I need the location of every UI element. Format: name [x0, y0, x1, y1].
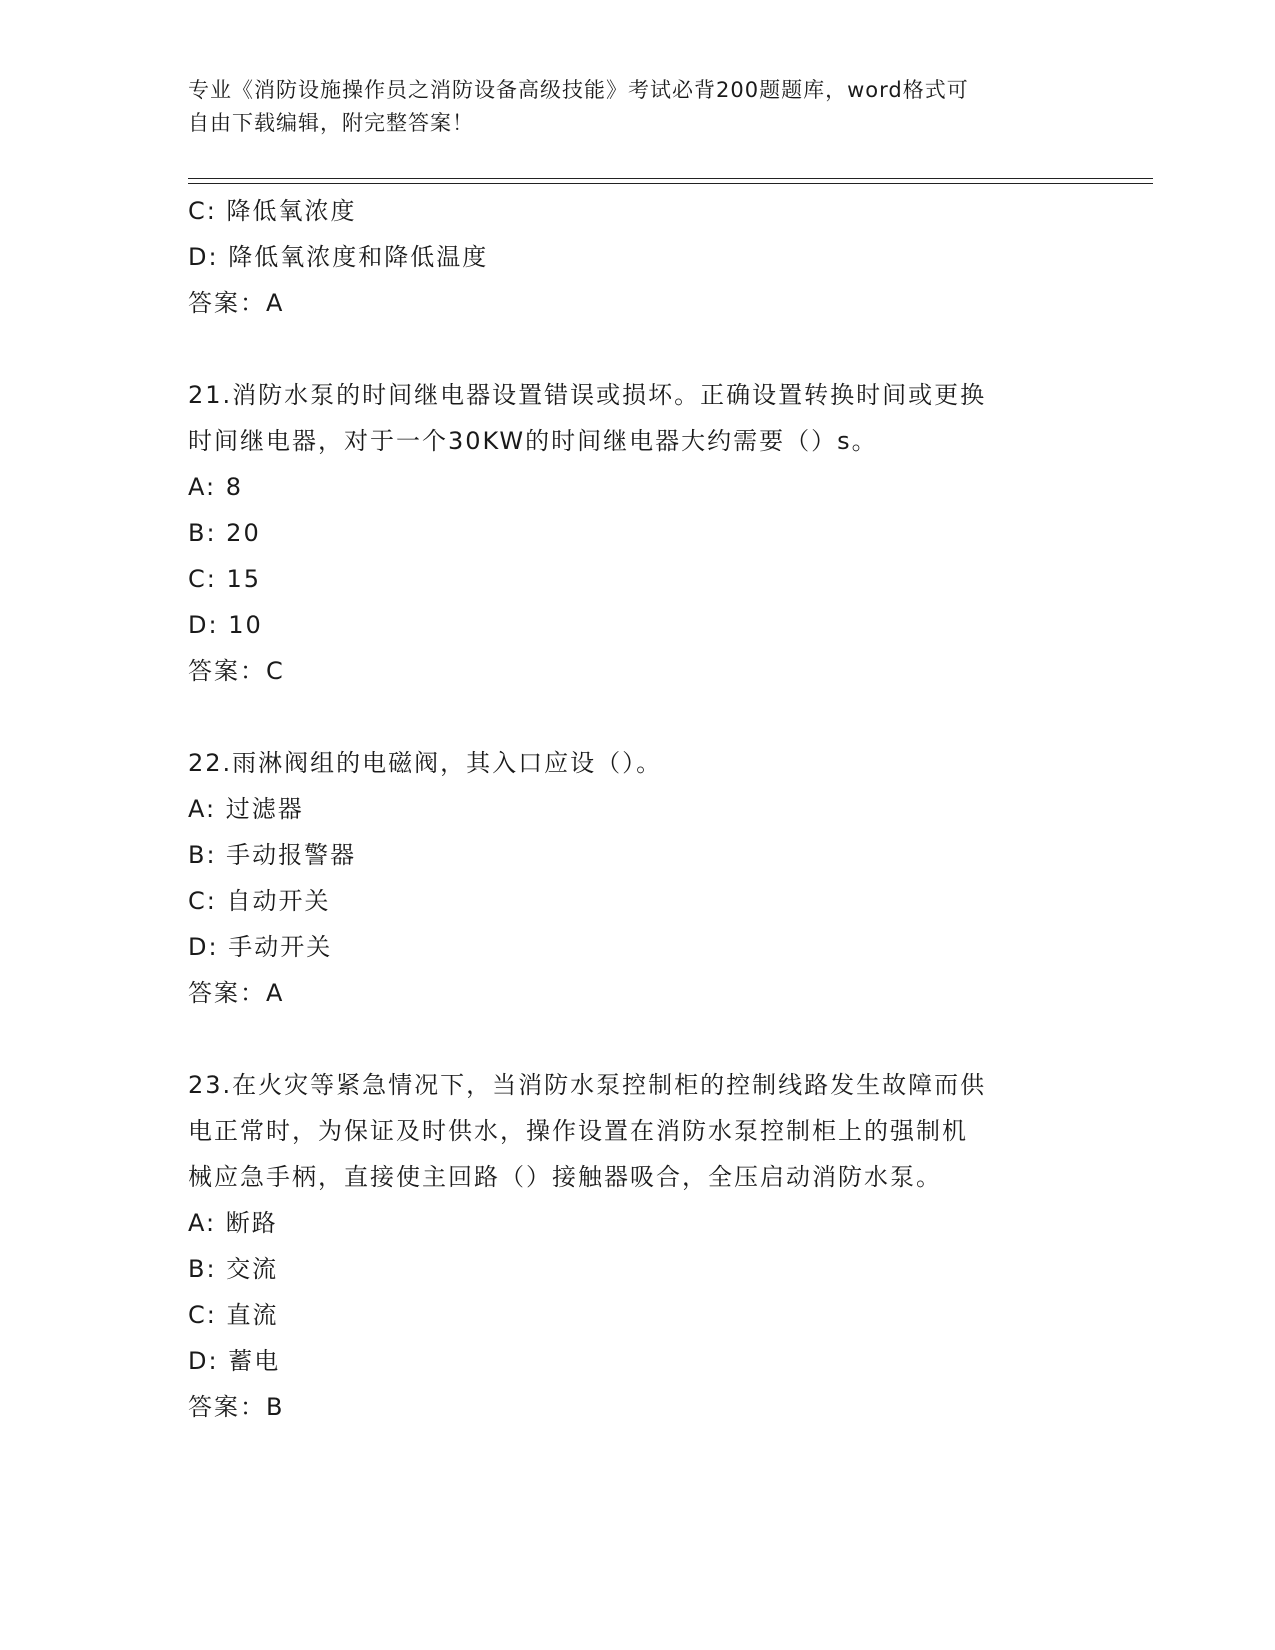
- question-22: [188, 740, 1088, 1016]
- header-divider-top: [188, 178, 1153, 179]
- header-title-line-2: 自由下载编辑，附完整答案！: [188, 111, 474, 135]
- q23-option-a: A: 断路: [188, 1209, 278, 1237]
- q23-option-d: D: 蓄电: [188, 1347, 281, 1375]
- q21-option-b: B: 20: [188, 519, 261, 547]
- q20-option-d: D: 降低氧浓度和降低温度: [188, 243, 489, 271]
- spacer: [188, 694, 1088, 740]
- q23-option-b: B: 交流: [188, 1255, 279, 1283]
- spacer: [188, 326, 1088, 372]
- q21-option-d: D: 10: [188, 611, 263, 639]
- question-list: [188, 188, 1088, 1430]
- q22-stem-line-1: 22.雨淋阀组的电磁阀，其入口应设（）。: [188, 749, 663, 777]
- spacer: [188, 1016, 1088, 1062]
- question-23: [188, 1062, 1088, 1430]
- q22-option-b: B: 手动报警器: [188, 841, 357, 869]
- question-21: [188, 372, 1088, 694]
- q23-stem-line-3: 械应急手柄，直接使主回路（）接触器吸合，全压启动消防水泵。: [188, 1163, 942, 1191]
- q21-stem-line-2: 时间继电器，对于一个30KW的时间继电器大约需要（）s。: [188, 427, 878, 455]
- q21-option-a: A: 8: [188, 473, 243, 501]
- q23-option-c: C: 直流: [188, 1301, 279, 1329]
- document-header: [188, 74, 1068, 140]
- q21-option-c: C: 15: [188, 565, 262, 593]
- q22-option-c: C: 自动开关: [188, 887, 331, 915]
- q20-option-c: C: 降低氧浓度: [188, 197, 357, 225]
- q22-option-a: A: 过滤器: [188, 795, 304, 823]
- q22-option-d: D: 手动开关: [188, 933, 333, 961]
- header-divider-bottom: [188, 183, 1153, 184]
- q20-answer: 答案：A: [188, 289, 285, 317]
- q23-stem-line-2: 电正常时，为保证及时供水，操作设置在消防水泵控制柜上的强制机: [188, 1117, 968, 1145]
- q23-stem-line-1: 23.在火灾等紧急情况下，当消防水泵控制柜的控制线路发生故障而供: [188, 1071, 987, 1099]
- q21-stem-line-1: 21.消防水泵的时间继电器设置错误或损坏。正确设置转换时间或更换: [188, 381, 987, 409]
- q22-answer: 答案：A: [188, 979, 285, 1007]
- header-title-line-1: 专业《消防设施操作员之消防设备高级技能》考试必背200题题库，word格式可: [188, 78, 969, 102]
- q21-answer: 答案：C: [188, 657, 285, 685]
- question-20-tail: [188, 188, 1088, 326]
- q23-answer: 答案：B: [188, 1393, 285, 1421]
